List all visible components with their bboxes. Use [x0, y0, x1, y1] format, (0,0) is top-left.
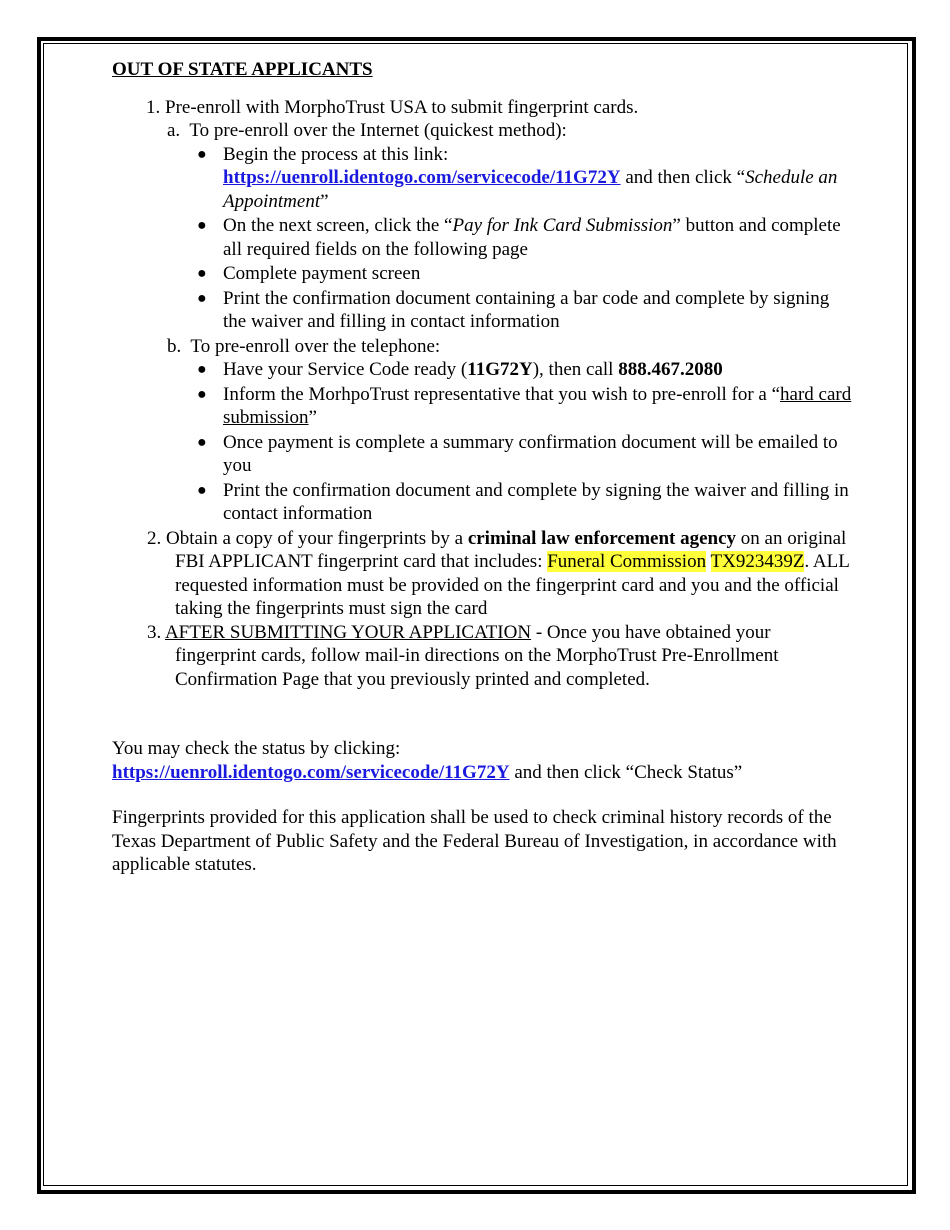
step-1-text: Pre-enroll with MorphoTrust USA to submit fingerprint cards. — [165, 96, 639, 118]
agency-phrase: criminal law enforcement agency — [467, 527, 737, 549]
status-link-line: https://uenroll.identogo.com/servicecode/11G72Y and then click “Check Status” — [112, 761, 743, 783]
document-body — [112, 58, 852, 877]
list-item: ● Begin the process at this link: https://uenroll.identogo.com/servicecode/11G72Y and then click “Schedule an Appointment” — [197, 143, 838, 212]
highlight-commission: Funeral Commission — [547, 551, 707, 572]
step-3-heading: AFTER SUBMITTING YOUR APPLICATION — [164, 621, 532, 643]
step-1b-heading — [112, 335, 852, 359]
step-1 — [112, 96, 852, 526]
step-1-number: 1. — [146, 96, 161, 118]
list-item: ● Once payment is complete a summary confirmation document will be emailed to you — [197, 431, 838, 476]
list-item: ● Print the confirmation document and complete by signing the waiver and filling in contact information — [197, 479, 849, 524]
status-section — [112, 737, 852, 784]
step-1a-text: To pre-enroll over the Internet (quickest method): — [189, 120, 567, 141]
list-item: ● Inform the MorhpoTrust representative that you wish to pre-enroll for a “hard card submission” — [197, 383, 852, 428]
status-line: You may check the status by clicking: — [112, 738, 401, 759]
list-item: ● Have your Service Code ready (11G72Y), then call 888.467.2080 — [197, 359, 723, 380]
bullet-icon: ● — [197, 217, 207, 234]
highlight-ori: TX923439Z — [710, 551, 805, 572]
bullet-icon: ● — [197, 289, 207, 307]
bullet-icon: ● — [197, 481, 207, 499]
list-item: ● Complete payment screen — [197, 263, 421, 284]
list-item: ● Print the confirmation document containing a bar code and complete by signing the waiver and filling in contact information — [197, 287, 830, 332]
service-code: 11G72Y — [467, 359, 533, 380]
bullet-icon: ● — [197, 433, 207, 451]
bullet-icon: ● — [197, 265, 207, 282]
step-2: 2. Obtain a copy of your fingerprints by a criminal law enforcement agency on an original FBI APPLICANT fingerprint card that includes: Funeral Commission TX923439Z. ALL requested information must be provided on the fingerprint card and you and the official taking the fingerprints must sign the card — [147, 527, 850, 619]
step-1a-heading — [112, 119, 852, 143]
step-3: 3. AFTER SUBMITTING YOUR APPLICATION - Once you have obtained your fingerprint cards, follow mail-in directions on the MorphoTrust Pre-Enrollment Confirmation Page that you previously printed and completed. — [147, 621, 779, 690]
step-2-number: 2. — [147, 527, 162, 549]
step-1b-bullet-list — [112, 358, 852, 526]
step-1b-text: To pre-enroll over the telephone: — [190, 335, 441, 357]
bullet-icon: ● — [197, 385, 207, 403]
step-3-number: 3. — [147, 621, 162, 643]
bullet-icon: ● — [197, 361, 207, 378]
check-status-link[interactable]: https://uenroll.identogo.com/servicecode/11G72Y — [112, 761, 510, 783]
list-item: ● On the next screen, click the “Pay for Ink Card Submission” button and complete all required fields on the following page — [197, 215, 841, 260]
step-1a-letter: a. — [167, 120, 181, 141]
phone-number: 888.467.2080 — [618, 359, 723, 380]
step-1a-bullet-list — [112, 143, 852, 334]
step-1-heading — [112, 96, 852, 120]
schedule-link[interactable]: https://uenroll.identogo.com/servicecode/11G72Y — [223, 167, 621, 188]
page-title: OUT OF STATE APPLICANTS — [112, 59, 373, 80]
bullet-icon: ● — [197, 145, 207, 163]
footer-note: Fingerprints provided for this application shall be used to check criminal history records of the Texas Department of Public Safety and the Federal Bureau of Investigation, in accordance with applicable statutes. — [112, 807, 837, 875]
step-1b-letter: b. — [167, 335, 182, 357]
